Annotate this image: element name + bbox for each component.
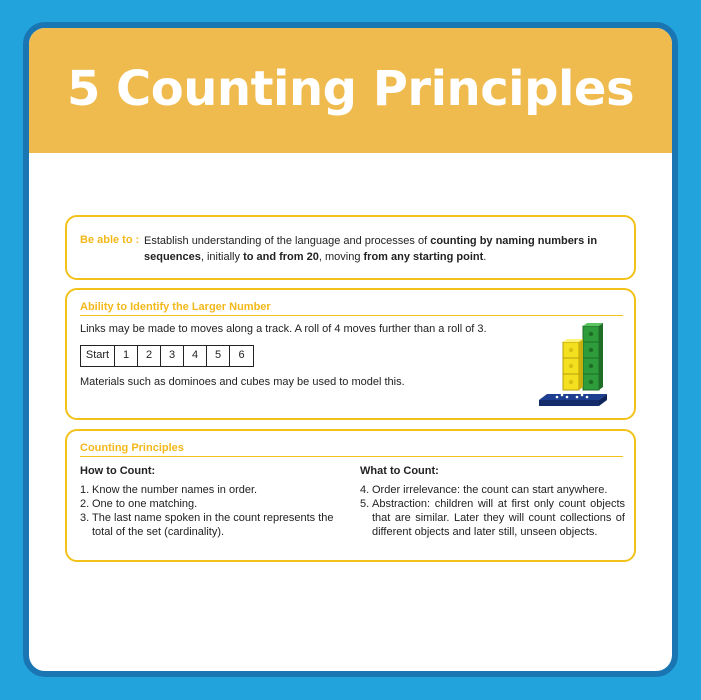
list-item (360, 483, 625, 497)
section-title: Ability to Identify the Larger Number (80, 301, 623, 316)
track-cell: 6 (238, 349, 245, 361)
objective-text-part: Establish understanding of the language and processes of (144, 235, 431, 247)
objective-label: Be able to : (80, 234, 140, 246)
list-item (360, 497, 625, 539)
track-cell: 2 (138, 346, 161, 366)
list-item-text: Know the number names in order. (92, 484, 258, 496)
list-number: 4. (360, 484, 370, 496)
list-item (80, 497, 348, 511)
list-item (80, 511, 348, 539)
larger-number-box (65, 288, 636, 420)
track-cell: 1 (115, 346, 138, 366)
number-track (80, 345, 254, 367)
track-description: Links may be made to moves along a track. A roll of 4 moves further than a roll of 3. (80, 323, 487, 335)
objective-bold-part: from any starting point (363, 251, 484, 263)
objective-text-part: . (483, 251, 487, 263)
list-item-text: One to one matching. (92, 498, 198, 510)
card (23, 22, 678, 677)
track-cell: 4 (184, 346, 207, 366)
track-cell-start: Start (81, 346, 115, 366)
objective-bold-part: counting by naming numbers in sequences (144, 235, 598, 263)
objective-box (65, 215, 636, 280)
how-to-count-list (80, 483, 348, 539)
header-banner (29, 28, 672, 153)
section-title: Counting Principles (80, 442, 623, 457)
objective-text-part: , moving (318, 251, 364, 263)
objective-text-part: , initially (200, 251, 244, 263)
linking-cubes-icon (537, 322, 609, 414)
list-number: 1. (80, 484, 90, 496)
list-item-text: Abstraction: children will at first only count objects that are similar. Later they will count collections of different objects and later still, unseen objects. (372, 498, 625, 538)
track-cell: 5 (207, 346, 230, 366)
objective-text (144, 233, 629, 265)
page-title: 5 Counting Principles (66, 61, 635, 117)
what-to-count-list (360, 483, 625, 539)
list-number: 3. (80, 512, 90, 524)
counting-principles-box (65, 429, 636, 562)
how-to-count-heading: How to Count: (80, 465, 156, 477)
list-item (80, 483, 348, 497)
what-to-count-heading: What to Count: (360, 465, 439, 477)
list-item-text: The last name spoken in the count represents the total of the set (cardinality). (92, 512, 334, 538)
list-item-text: Order irrelevance: the count can start anywhere. (372, 484, 608, 496)
list-number: 2. (80, 498, 90, 510)
list-number: 5. (360, 498, 370, 510)
objective-bold-part: to and from 20 (243, 251, 319, 263)
track-cell: 3 (161, 346, 184, 366)
materials-description: Materials such as dominoes and cubes may be used to model this. (80, 376, 405, 388)
